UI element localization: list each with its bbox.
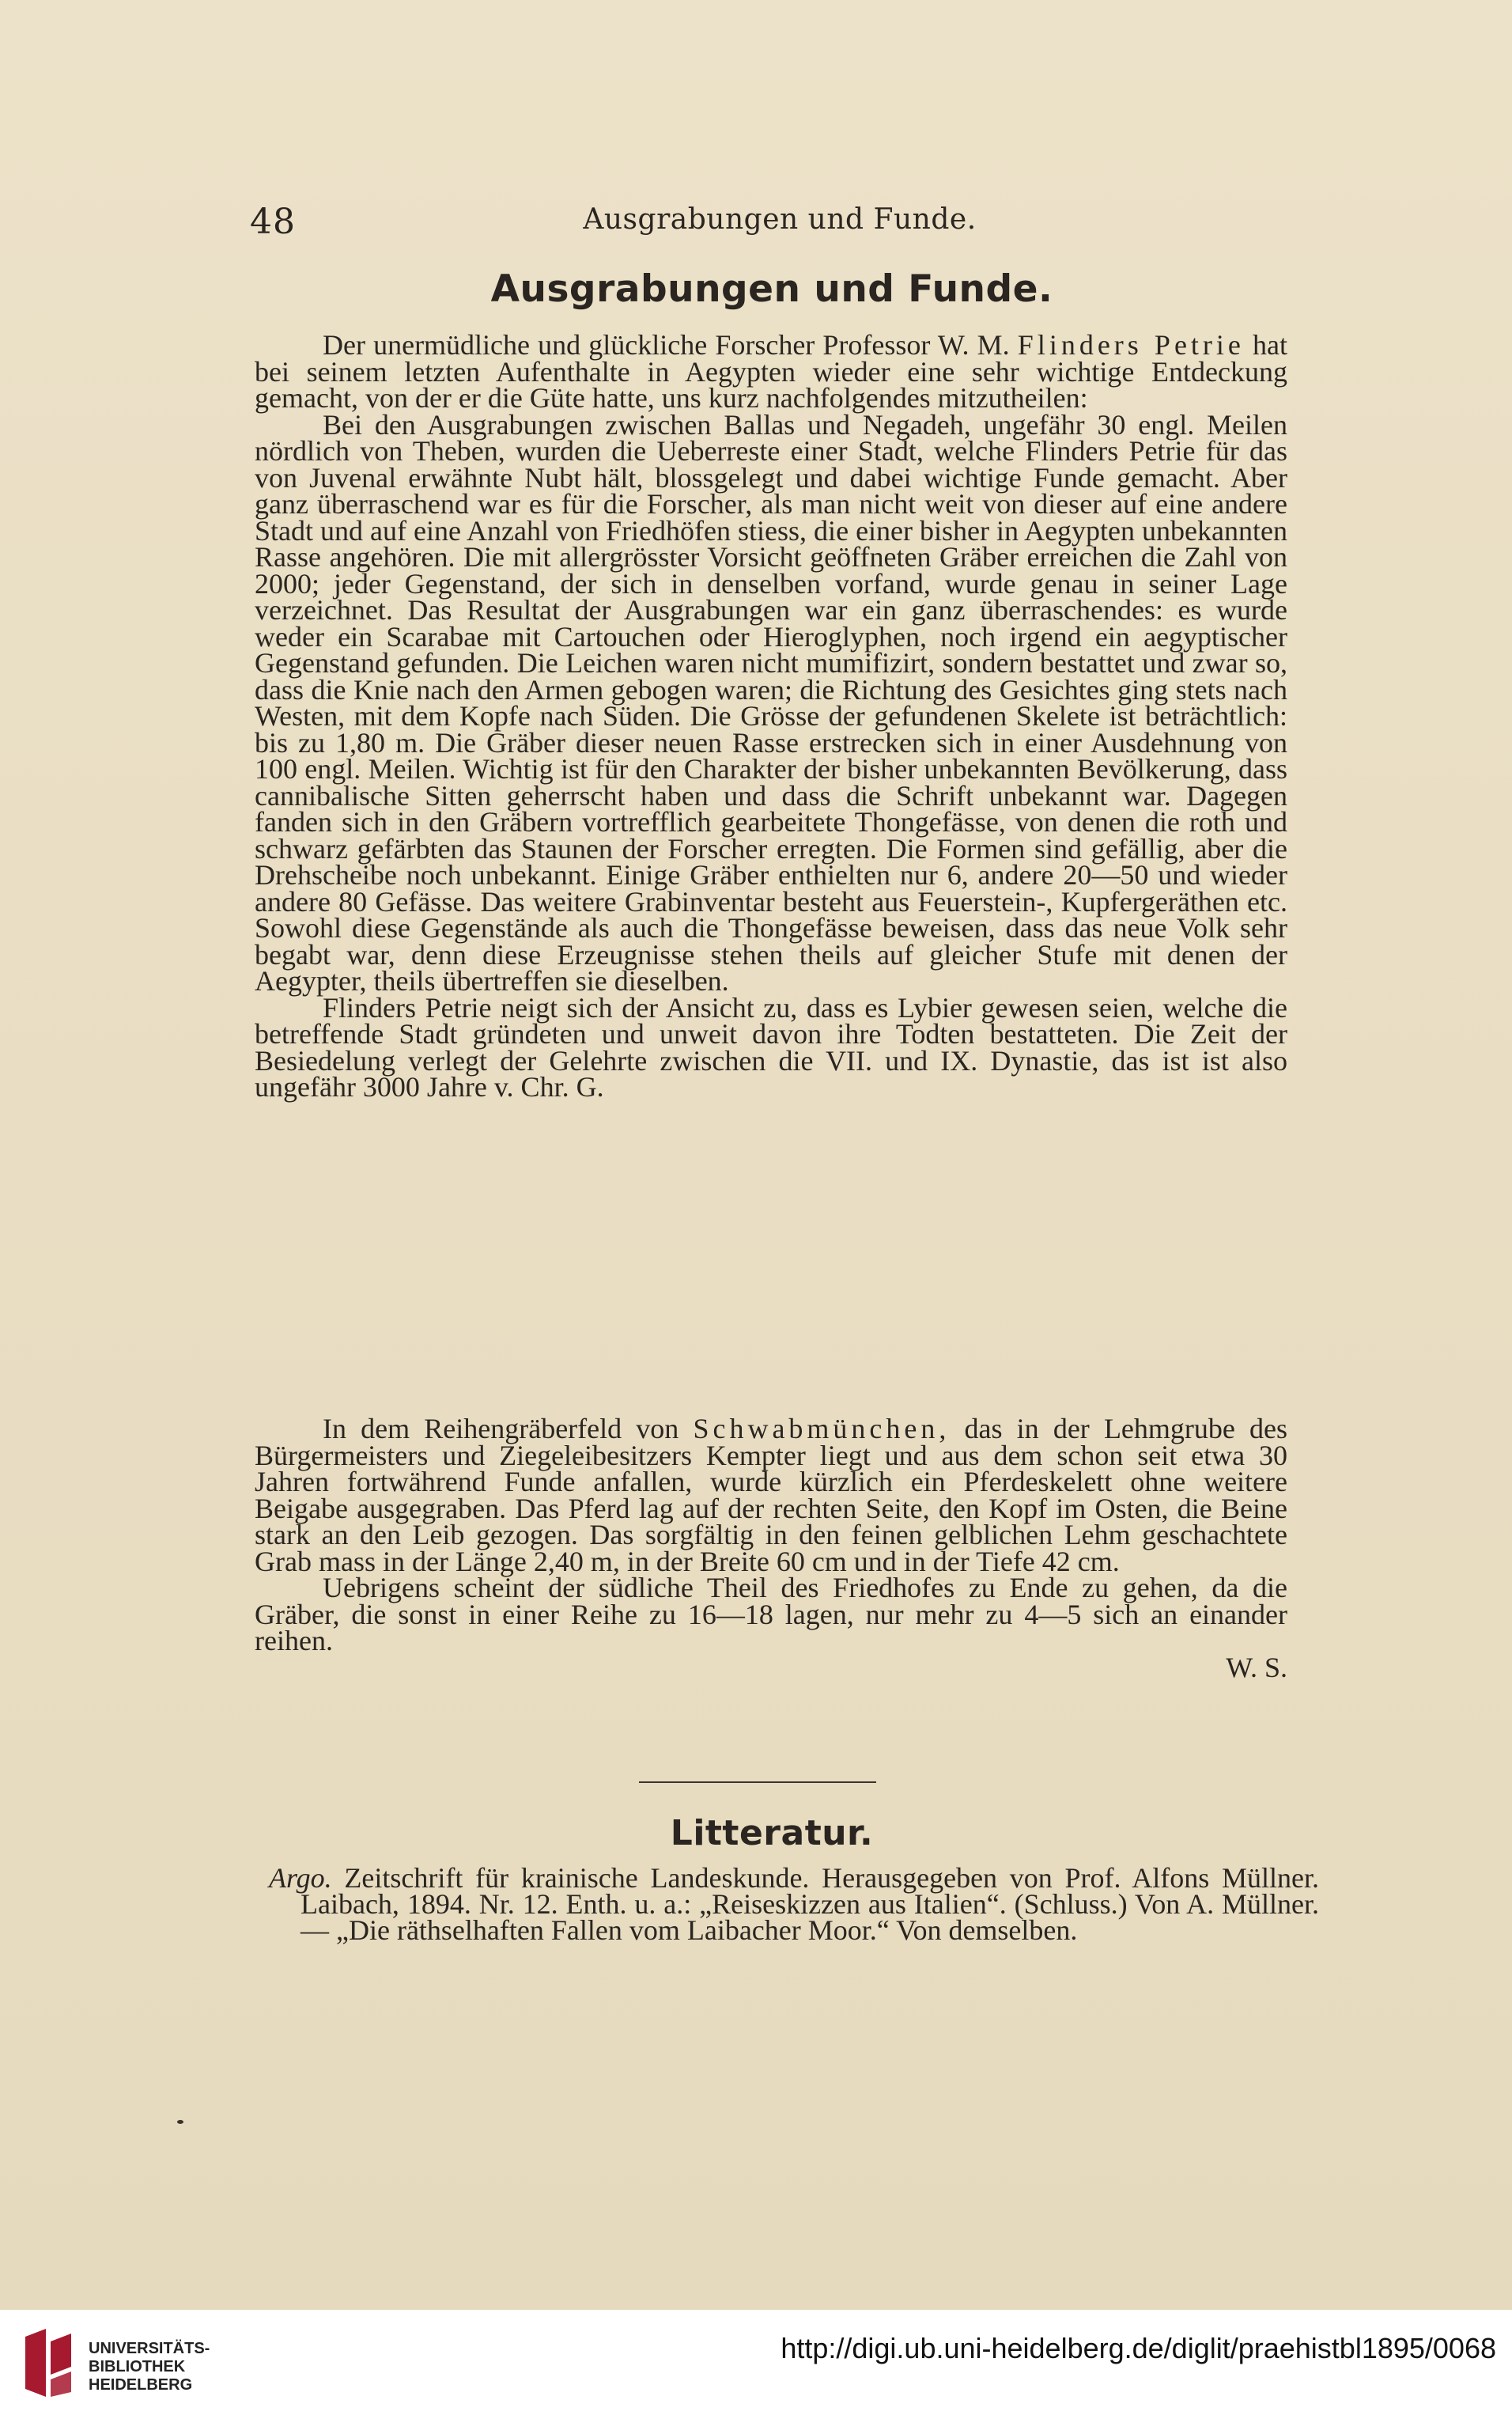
section-heading-main: Ausgrabungen und Funde. (490, 267, 1053, 311)
logo-line: BIBLIOTHEK (89, 2358, 186, 2375)
text-run: hat bei seinem letzten Aufenthalte in Aegypten wieder eine sehr wichtige Entdeckung gemacht, von der er die Güte hatte, uns kurz nachfolgendes mitzutheilen: (255, 329, 1287, 414)
paragraph (255, 1413, 1288, 1577)
page-number: 48 (250, 202, 296, 242)
logo-line: UNIVERSITÄTS- (89, 2340, 210, 2357)
article-egypt (255, 329, 1287, 1103)
university-library-logo-icon (22, 2327, 77, 2398)
literature-text: Zeitschrift für krainische Landeskunde. Herausgegeben von Prof. Alfons Müllner. Laibach, 1894. Nr. 12. Enth. u. a.: „Reiseskizzen aus Italien“. (Schluss.) Von A. Müllner. — „Die räthselhaften Fallen vom Laibacher Moor.“ Von demselben. (301, 1862, 1320, 1946)
literature-entry (269, 1862, 1320, 1946)
running-head (250, 202, 1310, 249)
permalink-url[interactable]: http://digi.ub.uni-heidelberg.de/diglit/praehistbl1895/0068 (781, 2332, 1496, 2364)
person-name: Flinders Petrie (1017, 329, 1245, 361)
text-run: In dem Reihengräberfeld von (323, 1413, 679, 1444)
journal-title: Argo. (269, 1862, 332, 1894)
text-run: das in der Lehmgrube des Bürgermeisters und Ziegeleibesitzers Kempter liegt und aus dem schon seit etwa 30 Jahren fortwährend Funde anfallen, wurde kürzlich ein Pferdeskelett ohne weitere Beigabe ausgegraben. Das Pferd lag auf der rechten Seite, den Kopf im Osten, die Beine stark an den Leib gezogen. Das sorgfältig in den feinen gelblichen Lehm geschachtete Grab mass in der Länge 2,40 m, in der Breite 60 cm und in der Tiefe 42 cm. (255, 1413, 1288, 1577)
scan-speck (177, 2120, 183, 2124)
paragraph (255, 329, 1287, 414)
place-name: Schwabmünchen, (693, 1413, 951, 1444)
paragraph: Flinders Petrie neigt sich der Ansicht zu, dass es Lybier gewesen seien, welche die betreffende Stadt gründeten und unweit davon ihre Todten bestatteten. Die Zeit der Besiedelung verlegt der Gelehrte zwischen die VII. und IX. Dynastie, das ist ist also ungefähr 3000 Jahre v. Chr. G. (255, 991, 1287, 1103)
footer-bar (0, 2310, 1512, 2415)
section-divider (639, 1781, 876, 1783)
text-run: Der unermüdliche und glückliche Forscher Professor W. M. (323, 329, 1010, 361)
paragraph: Uebrigens scheint der südliche Theil des Friedhofes zu Ende zu gehen, da die Gräber, die sonst in einer Reihe zu 16—18 lagen, nur mehr zu 4—5 sich an einander reihen. (255, 1572, 1287, 1656)
author-signature: W. S. (1226, 1651, 1287, 1683)
logo-line: HEIDELBERG (89, 2376, 193, 2394)
article-schwabmuenchen (255, 1413, 1288, 1683)
section-heading-literature: Litteratur. (670, 1813, 874, 1853)
library-name (89, 2340, 210, 2394)
running-title: Ausgrabungen und Funde. (583, 203, 977, 236)
paragraph: Bei den Ausgrabungen zwischen Ballas und Negadeh, ungefähr 30 engl. Meilen nördlich von Theben, wurden die Ueberreste einer Stadt, welche Flinders Petrie für das von Juvenal erwähnte Nubt hält, blossgelegt und dabei wichtige Funde gemacht. Aber ganz überraschend war es für die Forscher, als man nicht weit von dieser auf eine andere Stadt und auf eine Anzahl von Friedhöfen stiess, die einer bisher in Aegypten unbekannten Rasse angehören. Die mit allergrösster Vorsicht geöffneten Gräber erreichen die Zahl von 2000; jeder Gegenstand, der sich in denselben vorfand, wurde genau in seiner Lage verzeichnet. Das Resultat der Ausgrabungen war ein ganz überraschendes: es wurde weder ein Scarabae mit Cartouchen oder Hieroglyphen, noch irgend ein aegyptischer Gegenstand gefunden. Die Leichen waren nicht mumifizirt, sondern bestattet und zwar so, dass die Knie nach den Armen gebogen waren; die Richtung des Gesichtes ging stets nach Westen, mit dem Kopfe nach Süden. Die Grösse der gefundenen Skelete ist beträchtlich: bis zu 1,80 m. Die Gräber dieser neuen Rasse erstrecken sich in einer Ausdehnung von 100 engl. Meilen. Wichtig ist für den Charakter der bisher unbekannten Bevölkerung, dass cannibalische Sitten geherrscht haben und dass die Schrift unbekannt war. Dagegen fanden sich in den Gräbern vortrefflich gearbeitete Thongefässe, von denen die roth und schwarz gefärbten das Staunen der Forscher erregten. Die Formen sind gefällig, aber die Drehscheibe noch unbekannt. Einige Gräber enthielten nur 6, andere 20—50 und wieder andere 80 Gefässe. Das weitere Grabinventar besteht aus Feuerstein-, Kupfergeräthen etc. Sowohl diese Gegenstände als auch die Thongefässe beweisen, dass das neue Volk sehr begabt war, denn diese Erzeugnisse stehen theils auf gleicher Stufe mit denen der Aegypter, theils übertreffen sie dieselben. (255, 408, 1287, 997)
